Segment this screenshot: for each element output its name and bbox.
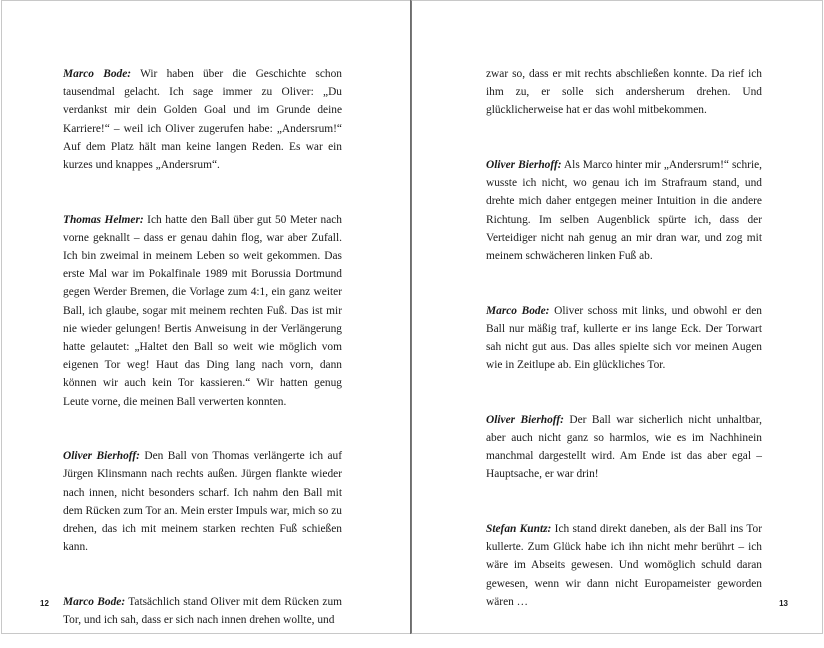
paragraph xyxy=(63,65,342,174)
paragraph-text: Wir haben über die Geschichte schon tausendmal gelacht. Ich sage immer zu Oliver: „Du verdankst mir dein Golden Goal und im Grunde deine Karriere!“ – weil ich Oliver zugerufen habe: „Andersrum!“ Auf dem Platz hält man keine langen Reden. Es war ein kurzes und knappes „Andersrum“. xyxy=(63,68,342,172)
paragraph xyxy=(63,211,342,411)
left-text-block xyxy=(63,65,342,648)
speaker-name: Oliver Bierhoff: xyxy=(63,450,140,463)
speaker-name: Thomas Helmer: xyxy=(63,213,144,226)
speaker-name: Oliver Bierhoff: xyxy=(486,159,562,171)
paragraph-text: Ich stand direkt daneben, als der Ball ins Tor kullerte. Zum Glück habe ich ihn nicht mehr berührt – ich wäre im Abseits gewesen. Und womöglich schuld daran gewesen, wenn wir dann nicht Europameister geworden wären … xyxy=(486,523,762,608)
speaker-name: Marco Bode: xyxy=(486,304,550,317)
speaker-name: Marco Bode: xyxy=(63,68,132,80)
paragraph-text: Ich hatte den Ball über gut 50 Meter nach vorne geknallt – dass er genau dahin flog, war aber Zufall. Ich bin zweimal in meinem Leben so weit gekommen. Das erste Mal war im Pokalfinale 1989 mit Borussia Dortmund gegen Werder Bremen, die Vorlage zum 4:1, ein ganz weiter Ball, ich glaube, sogar mit meinem rechten Fuß. Das ist mir nie wieder gelungen! Bertis Anweisung in der Verlängerung hatte gelautet: „Haltet den Ball so weit wie möglich vom eigenen Tor weg! Haut das Ding lang nach vorn, dann können wir auch kein Tor kassieren.“ Wir hatten genug Leute vorne, die meinen Ball verwerten konnten. xyxy=(63,213,342,408)
speaker-name: Stefan Kuntz: xyxy=(486,523,552,536)
paragraph-text: zwar so, dass er mit rechts abschließen konnte. Da rief ich ihm zu, er solle sich andersherum drehen. Und glücklicherweise hat er das wohl mitbekommen. xyxy=(486,68,762,117)
paragraph xyxy=(486,520,762,611)
speaker-name: Marco Bode: xyxy=(63,595,126,608)
paragraph-text: Tatsächlich stand Oliver mit dem Rücken zum Tor, und ich sah, dass er sich nach innen drehen wollte, und xyxy=(63,595,342,627)
right-text-block xyxy=(486,65,762,647)
paragraph xyxy=(486,411,762,484)
paragraph xyxy=(486,156,762,265)
paragraph-text: Als Marco hinter mir „Andersrum!“ schrie, wusste ich nicht, wo genau ich im Strafraum stand, und drehte mich daher entgegen meiner Intuition in die andere Richtung. Im selben Augenblick spürte ich, dass der Verteidiger nicht nah genug an mir dran war, und zog mit meinem schwächeren linken Fuß ab. xyxy=(486,159,763,263)
speaker-name: Oliver Bierhoff: xyxy=(486,413,564,426)
page-number: 13 xyxy=(779,599,788,608)
paragraph-text: Oliver schoss mit links, und obwohl er den Ball nur mäßig traf, kullerte er ins lange Eck. Der Torwart sah nicht gut aus. Das alles spielte sich vor meinen Augen wie in Zeitlupe ab. Ein glückliches Tor. xyxy=(486,304,762,372)
continuation-paragraph xyxy=(486,65,762,120)
paragraph xyxy=(63,447,342,556)
paragraph-text: Der Ball war sicherlich nicht unhaltbar, aber auch nicht ganz so harmlos, wie es im Nachhinein manchmal dargestellt wird. Am Ende ist das aber egal – Hauptsache, er war drin! xyxy=(486,413,762,481)
paragraph-text: Den Ball von Thomas verlängerte ich auf Jürgen Klinsmann nach rechts außen. Jürgen flankte wieder nach innen, nicht besonders scharf. Ich nahm den Ball mit dem Rücken zum Tor an. Mein erster Impuls war, mich so zu drehen, das ich mit meinem starken rechten Fuß schießen kann. xyxy=(63,450,342,554)
paragraph xyxy=(486,302,762,375)
right-page xyxy=(411,0,823,634)
left-page xyxy=(1,0,411,634)
paragraph xyxy=(63,593,342,629)
page-number: 12 xyxy=(40,599,49,608)
